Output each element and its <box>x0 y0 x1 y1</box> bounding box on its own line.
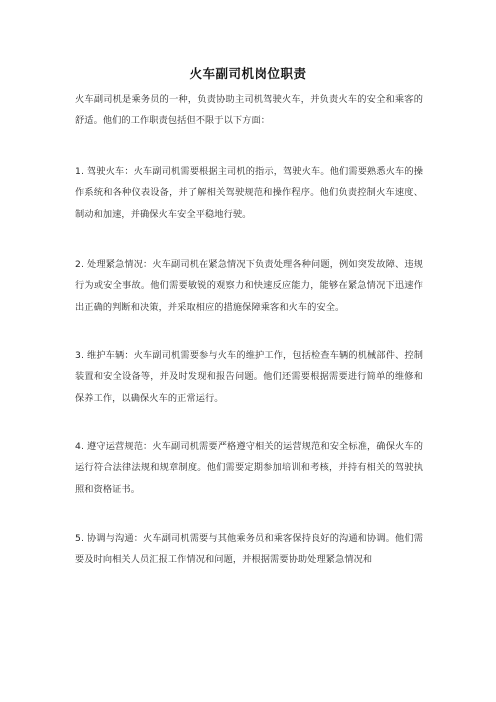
duty-paragraph-2: 2. 处理紧急情况：火车副司机在紧急情况下负责处理各种问题，例如突发故障、违规行为或安全事故。他们需要敏锐的观察力和快速反应能力，能够在紧急情况下迅速作出正确的判断和决策，并采取相应的措施保障乘客和火车的安全。 <box>75 259 423 313</box>
document-title: 火车副司机岗位职责 <box>189 66 307 81</box>
duty-paragraph-5: 5. 协调与沟通：火车副司机需要与其他乘务员和乘客保持良好的沟通和协调。他们需要及时向相关人员汇报工作情况和问题，并根据需要协助处理紧急情况和 <box>75 533 423 566</box>
intro-paragraph: 火车副司机是乘务员的一种，负责协助主司机驾驶火车，并负责火车的安全和乘客的舒适。他们的工作职责包括但不限于以下方面： <box>75 94 423 127</box>
duty-paragraph-3: 3. 维护车辆：火车副司机需要参与火车的维护工作，包括检查车辆的机械部件、控制装置和安全设备等，并及时发现和报告问题。他们还需要根据需要进行简单的维修和保养工作，以确保火车的正常运行。 <box>75 350 423 404</box>
duty-paragraph-1: 1. 驾驶火车：火车副司机需要根据主司机的指示，驾驶火车。他们需要熟悉火车的操作系统和各种仪表设备，并了解相关驾驶规范和操作程序。他们负责控制火车速度、制动和加速，并确保火车安全平稳地行驶。 <box>75 166 423 220</box>
page-bottom-edge <box>0 676 496 702</box>
duty-paragraph-4: 4. 遵守运营规范：火车副司机需要严格遵守相关的运营规范和安全标准，确保火车的运行符合法律法规和规章制度。他们需要定期参加培训和考核，并持有相关的驾驶执照和资格证书。 <box>75 441 423 495</box>
